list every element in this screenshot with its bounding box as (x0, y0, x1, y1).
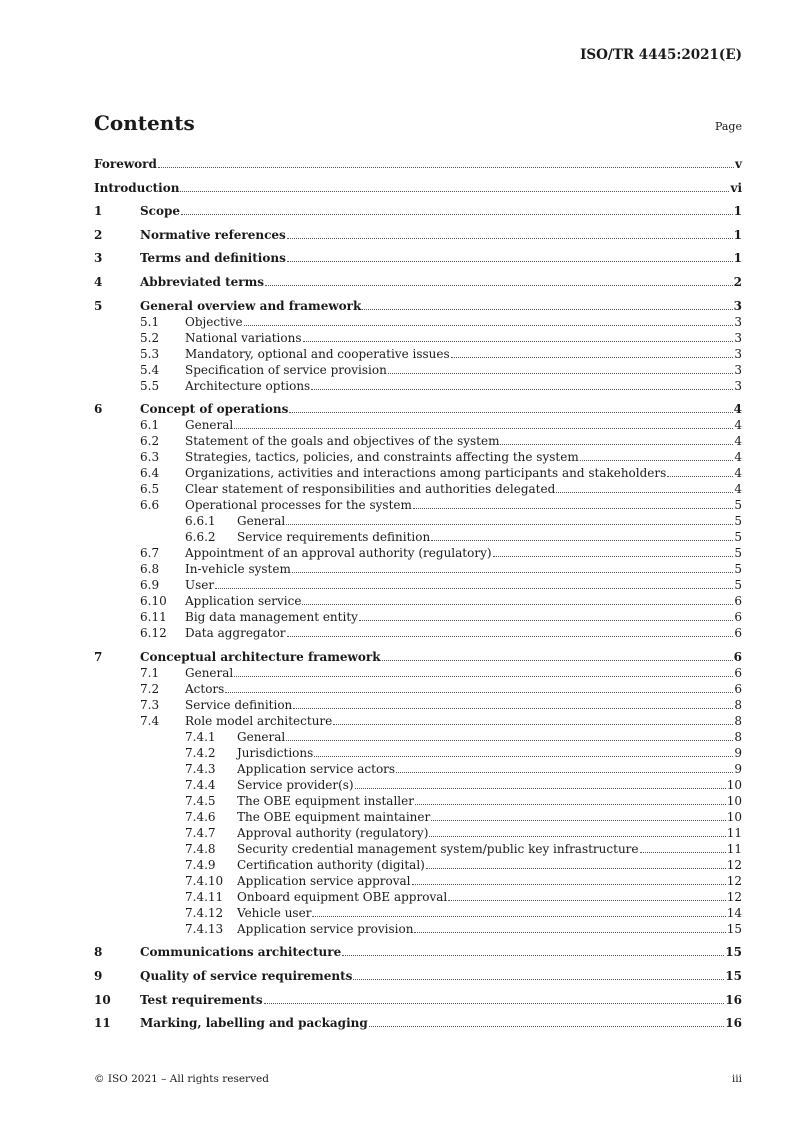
toc-entry-page: 10 (726, 809, 742, 824)
toc-entry[interactable] (94, 889, 742, 905)
dot-leader (234, 676, 733, 677)
dot-leader (287, 261, 733, 262)
toc-entry[interactable] (94, 180, 742, 196)
toc-entry-page: 4 (734, 418, 742, 433)
dot-leader (355, 788, 726, 789)
dot-leader (264, 1003, 725, 1004)
dot-leader (412, 884, 726, 885)
dot-leader (333, 724, 733, 725)
toc-entry[interactable] (94, 378, 742, 394)
toc-entry-number: 7.4.11 (185, 889, 224, 904)
toc-entry-title[interactable]: Vehicle user (237, 905, 312, 920)
toc-entry-title[interactable]: Onboard equipment OBE approval (237, 889, 448, 904)
toc-entry-number: 7.4.4 (185, 777, 216, 792)
dot-leader (244, 325, 734, 326)
toc-entry-title[interactable]: Objective (185, 314, 243, 329)
toc-entry-page: 6 (734, 610, 742, 625)
toc-entry-number: 6.6 (140, 498, 160, 513)
dot-leader (362, 309, 732, 310)
toc-entry-number: 1 (94, 204, 103, 219)
toc-entry-number: 6.8 (140, 562, 160, 577)
toc-entry-number: 7.4.13 (185, 921, 224, 936)
dot-leader (429, 836, 725, 837)
copyright-footer: © ISO 2021 – All rights reserved (94, 1073, 269, 1085)
dot-leader (234, 428, 733, 429)
toc-entry-number: 4 (94, 274, 103, 289)
toc-entry-number: 6.7 (140, 546, 160, 561)
toc-entry-number: 9 (94, 968, 103, 983)
toc-entry[interactable] (94, 561, 742, 577)
page-column-label: Page (714, 120, 742, 133)
toc-entry-page: 12 (726, 873, 742, 888)
dot-leader (311, 389, 733, 390)
table-of-contents (94, 156, 742, 1031)
toc-entry-page: 5 (734, 514, 742, 529)
toc-entry-page: 16 (725, 1016, 742, 1031)
toc-entry-number: 7.4.8 (185, 841, 216, 856)
toc-entry[interactable] (94, 314, 742, 330)
toc-entry-number: 5.4 (140, 362, 160, 377)
toc-entry[interactable] (94, 203, 742, 219)
toc-entry-number: 7.4.1 (185, 729, 216, 744)
toc-entry-page: 8 (734, 713, 742, 728)
toc-entry-title[interactable]: Foreword (94, 157, 157, 171)
toc-entry-page: 11 (726, 825, 742, 840)
toc-entry-page: 5 (734, 498, 742, 513)
toc-entry[interactable] (94, 449, 742, 465)
dot-leader (181, 214, 733, 215)
toc-entry[interactable] (94, 330, 742, 346)
toc-entry-title[interactable]: Concept of operations (140, 402, 289, 417)
toc-entry-title[interactable]: Introduction (94, 180, 180, 195)
dot-leader (287, 636, 734, 637)
dot-leader (580, 460, 734, 461)
toc-entry-title[interactable]: Role model architecture (185, 713, 333, 728)
toc-entry-number: 7.3 (140, 697, 160, 712)
toc-entry-page: 12 (726, 889, 742, 904)
contents-heading: Contents (94, 111, 195, 135)
toc-entry-number: 6.6.1 (185, 514, 216, 529)
toc-entry-title[interactable]: Architecture options (185, 378, 311, 393)
toc-entry[interactable] (94, 274, 742, 290)
toc-entry[interactable] (94, 156, 742, 172)
toc-entry-title[interactable]: Service provider(s) (237, 777, 354, 792)
toc-entry[interactable] (94, 1015, 742, 1031)
toc-entry-title[interactable]: National variations (185, 330, 302, 345)
toc-entry-number: 5 (94, 298, 103, 313)
toc-entry-title[interactable]: Application service provision (237, 921, 414, 936)
toc-entry-page: 5 (734, 578, 742, 593)
toc-entry-page: 6 (734, 681, 742, 696)
dot-leader (359, 620, 733, 621)
toc-entry[interactable] (94, 577, 742, 593)
toc-entry-title[interactable]: Application service approval (237, 873, 411, 888)
dot-leader (556, 492, 733, 493)
toc-entry[interactable] (94, 944, 742, 960)
toc-entry-number: 7.4.2 (185, 745, 216, 760)
toc-entry-page: 1 (733, 227, 742, 242)
toc-entry[interactable] (94, 609, 742, 625)
toc-entry-page: 5 (734, 562, 742, 577)
toc-entry-title[interactable]: Operational processes for the system (185, 498, 412, 513)
toc-entry-number: 5.1 (140, 314, 160, 329)
document-id-header: ISO/TR 4445:2021(E) (580, 47, 742, 63)
toc-entry-page: 10 (726, 777, 742, 792)
toc-entry-page: 9 (734, 745, 742, 760)
toc-entry-page: 3 (734, 346, 742, 361)
dot-leader (303, 341, 734, 342)
toc-entry-number: 7.4.3 (185, 761, 216, 776)
toc-entry-number: 7 (94, 649, 103, 664)
toc-entry[interactable] (94, 346, 742, 362)
dot-leader (180, 191, 729, 192)
toc-entry-page: 16 (725, 992, 742, 1007)
dot-leader (413, 508, 733, 509)
toc-entry-title[interactable]: Terms and definitions (140, 251, 286, 266)
toc-entry-title[interactable]: Marking, labelling and packaging (140, 1016, 368, 1031)
toc-entry-page: 2 (733, 274, 742, 289)
toc-entry-title[interactable]: Clear statement of responsibilities and authorities delegated (185, 482, 556, 497)
toc-entry-title[interactable]: Test requirements (140, 992, 263, 1007)
toc-entry-title[interactable]: Application service (185, 594, 302, 609)
toc-entry[interactable] (94, 649, 742, 665)
toc-entry[interactable] (94, 250, 742, 266)
toc-entry[interactable] (94, 729, 742, 745)
toc-entry[interactable] (94, 681, 742, 697)
dot-leader (286, 524, 733, 525)
toc-entry-number: 7.4.6 (185, 809, 216, 824)
toc-entry-page: 4 (734, 450, 742, 465)
toc-entry[interactable] (94, 227, 742, 243)
toc-entry-title[interactable]: Organizations, activities and interactions among participants and stakeholders (185, 466, 667, 481)
toc-entry-number: 7.4.9 (185, 857, 216, 872)
toc-entry[interactable] (94, 841, 742, 857)
toc-entry-page: 8 (734, 729, 742, 744)
toc-entry[interactable] (94, 777, 742, 793)
toc-entry[interactable] (94, 497, 742, 513)
toc-entry-title[interactable]: Certification authority (digital) (237, 857, 425, 872)
toc-entry[interactable] (94, 713, 742, 729)
toc-entry-number: 6.2 (140, 434, 160, 449)
toc-entry-title[interactable]: Strategies, tactics, policies, and constraints affecting the system (185, 450, 579, 465)
toc-entry-number: 7.4 (140, 713, 160, 728)
page-number: iii (731, 1073, 742, 1085)
toc-entry-page: 15 (725, 945, 742, 960)
toc-entry-page: 15 (726, 921, 742, 936)
toc-entry[interactable] (94, 905, 742, 921)
dot-leader (426, 868, 726, 869)
toc-entry[interactable] (94, 968, 742, 984)
dot-leader (265, 285, 733, 286)
toc-entry-title[interactable]: Data aggregator (185, 626, 286, 641)
toc-entry-number: 6.11 (140, 610, 167, 625)
toc-entry-number: 6.3 (140, 450, 160, 465)
toc-entry-title[interactable]: Application service actors (237, 761, 396, 776)
dot-leader (312, 916, 725, 917)
toc-entry-page: 6 (734, 594, 742, 609)
toc-entry-page: 4 (734, 466, 742, 481)
toc-entry-number: 10 (94, 992, 111, 1007)
toc-entry-page: 3 (734, 314, 742, 329)
toc-entry-number: 7.2 (140, 681, 160, 696)
toc-entry-title[interactable]: Approval authority (regulatory) (237, 825, 429, 840)
dot-leader (415, 804, 726, 805)
toc-entry-title[interactable]: Normative references (140, 227, 286, 242)
toc-entry-title[interactable]: Communications architecture (140, 945, 342, 960)
toc-entry[interactable] (94, 481, 742, 497)
dot-leader (396, 772, 733, 773)
dot-leader (640, 852, 726, 853)
dot-leader (388, 373, 734, 374)
toc-entry-page: 15 (725, 968, 742, 983)
toc-entry[interactable] (94, 465, 742, 481)
dot-leader (414, 932, 725, 933)
dot-leader (500, 444, 733, 445)
toc-entry[interactable] (94, 992, 742, 1008)
toc-entry-number: 7.1 (140, 665, 160, 680)
toc-entry-page: 4 (734, 482, 742, 497)
toc-entry-title[interactable]: Mandatory, optional and cooperative issues (185, 346, 450, 361)
toc-entry-number: 8 (94, 945, 103, 960)
toc-entry-title[interactable]: General overview and framework (140, 298, 362, 313)
toc-entry[interactable] (94, 417, 742, 433)
dot-leader (369, 1026, 725, 1027)
dot-leader (667, 476, 733, 477)
toc-entry[interactable] (94, 857, 742, 873)
toc-entry[interactable] (94, 873, 742, 889)
toc-entry[interactable] (94, 665, 742, 681)
toc-entry-title[interactable]: General (185, 418, 234, 433)
dot-leader (353, 979, 724, 980)
toc-entry-title[interactable]: Quality of service requirements (140, 968, 353, 983)
toc-entry[interactable] (94, 298, 742, 314)
toc-entry-title[interactable]: Big data management entity (185, 610, 358, 625)
toc-entry-page: 11 (726, 841, 742, 856)
toc-entry-page: 5 (734, 530, 742, 545)
toc-entry-title[interactable]: Jurisdictions (237, 745, 314, 760)
toc-entry-page: 12 (726, 857, 742, 872)
toc-entry-number: 7.4.5 (185, 793, 216, 808)
toc-entry-number: 5.3 (140, 346, 160, 361)
toc-entry-page: 6 (734, 626, 742, 641)
toc-entry-title[interactable]: In-vehicle system (185, 562, 291, 577)
toc-entry[interactable] (94, 625, 742, 641)
toc-entry-title[interactable]: Service requirements definition (237, 530, 431, 545)
toc-entry-number: 6.5 (140, 482, 160, 497)
dot-leader (158, 167, 734, 168)
dot-leader (225, 692, 733, 693)
toc-entry[interactable] (94, 529, 742, 545)
dot-leader (293, 708, 733, 709)
dot-leader (431, 540, 733, 541)
toc-entry-number: 6 (94, 402, 103, 417)
toc-entry-page: 3 (733, 298, 742, 313)
toc-entry-number: 7.4.12 (185, 905, 224, 920)
dot-leader (314, 756, 733, 757)
toc-entry-number: 7.4.7 (185, 825, 216, 840)
toc-entry[interactable] (94, 545, 742, 561)
toc-entry-title[interactable]: Actors (185, 681, 225, 696)
dot-leader (292, 572, 734, 573)
toc-entry-title[interactable]: General (237, 514, 286, 529)
toc-entry-page: 4 (734, 434, 742, 449)
toc-entry-page: 10 (726, 793, 742, 808)
toc-entry-title[interactable]: Service definition (185, 697, 293, 712)
toc-entry-title[interactable]: Abbreviated terms (140, 274, 265, 289)
toc-entry[interactable] (94, 593, 742, 609)
dot-leader (289, 412, 732, 413)
toc-entry-title[interactable]: User (185, 578, 215, 593)
toc-entry[interactable] (94, 362, 742, 378)
toc-entry-number: 6.4 (140, 466, 160, 481)
dot-leader (431, 820, 725, 821)
toc-entry-title[interactable]: Specification of service provision (185, 362, 387, 377)
toc-entry-page: 1 (733, 251, 742, 266)
toc-entry[interactable] (94, 761, 742, 777)
toc-entry-number: 7.4.10 (185, 873, 224, 888)
toc-entry-page: 14 (726, 905, 742, 920)
toc-entry[interactable] (94, 401, 742, 417)
dot-leader (215, 588, 733, 589)
dot-leader (342, 955, 724, 956)
toc-entry-page: 6 (734, 665, 742, 680)
toc-entry-page: 1 (733, 204, 742, 219)
toc-entry-page: 3 (734, 330, 742, 345)
toc-entry-number: 3 (94, 251, 103, 266)
toc-entry-title[interactable]: General (237, 729, 286, 744)
toc-entry-number: 11 (94, 1016, 111, 1031)
toc-entry-number: 6.6.2 (185, 530, 216, 545)
toc-entry[interactable] (94, 921, 742, 937)
toc-entry-page: 6 (733, 649, 742, 664)
toc-entry[interactable] (94, 697, 742, 713)
toc-entry[interactable] (94, 433, 742, 449)
toc-entry-number: 5.5 (140, 378, 160, 393)
toc-entry-title[interactable]: Appointment of an approval authority (regulatory) (185, 546, 492, 561)
toc-entry-page: 9 (734, 761, 742, 776)
toc-entry-title[interactable]: The OBE equipment installer (237, 793, 414, 808)
toc-entry[interactable] (94, 793, 742, 809)
dot-leader (302, 604, 733, 605)
dot-leader (451, 357, 734, 358)
toc-entry-page: v (735, 157, 742, 171)
dot-leader (286, 740, 733, 741)
toc-entry-page: 3 (734, 378, 742, 393)
toc-entry-title[interactable]: Statement of the goals and objectives of the system (185, 434, 500, 449)
toc-entry-title[interactable]: Security credential management system/public key infrastructure (237, 841, 639, 856)
toc-entry-page: 3 (734, 362, 742, 377)
toc-entry-page: vi (730, 180, 742, 195)
toc-entry-title[interactable]: Scope (140, 204, 181, 219)
dot-leader (493, 556, 734, 557)
toc-entry-title[interactable]: Conceptual architecture framework (140, 649, 381, 664)
toc-entry-number: 6.1 (140, 418, 160, 433)
toc-entry-number: 6.12 (140, 626, 167, 641)
toc-entry-title[interactable]: General (185, 665, 234, 680)
toc-entry-number: 2 (94, 227, 103, 242)
dot-leader (448, 900, 726, 901)
toc-entry-page: 5 (734, 546, 742, 561)
toc-entry-number: 6.9 (140, 578, 160, 593)
toc-entry-title[interactable]: The OBE equipment maintainer (237, 809, 431, 824)
toc-entry-number: 6.10 (140, 594, 167, 609)
toc-entry-page: 4 (733, 402, 742, 417)
dot-leader (287, 238, 733, 239)
toc-entry[interactable] (94, 745, 742, 761)
dot-leader (382, 660, 733, 661)
toc-entry[interactable] (94, 809, 742, 825)
toc-entry[interactable] (94, 513, 742, 529)
toc-entry-number: 5.2 (140, 330, 160, 345)
toc-entry[interactable] (94, 825, 742, 841)
toc-entry-page: 8 (734, 697, 742, 712)
